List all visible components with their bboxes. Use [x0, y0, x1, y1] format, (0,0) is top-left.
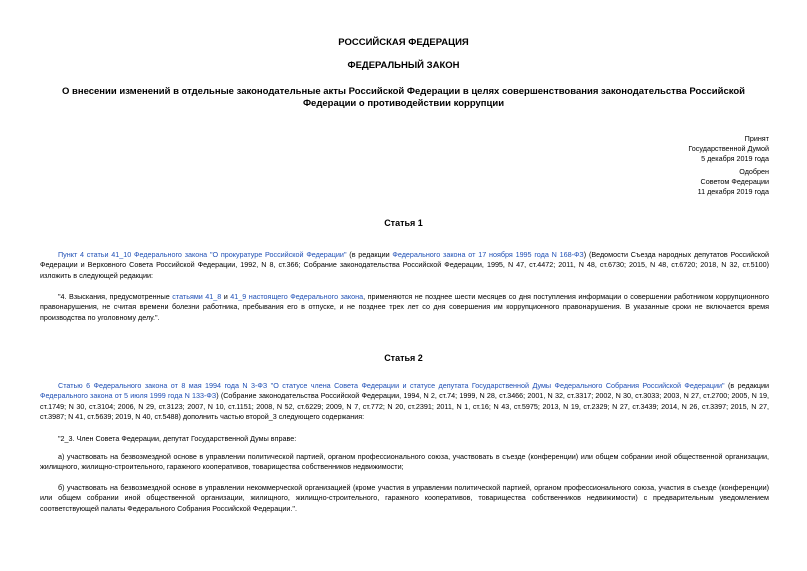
- article-2-paragraph-1: [40, 381, 769, 423]
- adopted-by: Государственной Думой: [688, 144, 769, 153]
- text-span: "4. Взыскания, предусмотренные: [58, 292, 173, 301]
- adoption-block: [569, 134, 769, 197]
- document-title: О внесении изменений в отдельные законодательные акты Российской Федерации в целях совершенствования законодательства Российской Федерации о противодействии коррупции: [61, 86, 746, 109]
- article-1-heading: Статья 1: [384, 218, 423, 228]
- article-1-paragraph-1: [40, 250, 769, 281]
- article-2-paragraph-2: "2_3. Член Совета Федерации, депутат Государственной Думы вправе:: [58, 434, 297, 443]
- law-link-status-law[interactable]: Статью 6 Федерального закона от 8 мая 1994 года N 3-ФЗ "О статусе члена Совета Федерации и статусе депутата Государственной Думы Федерального Собрания Российской Федерации": [58, 381, 725, 390]
- law-link-1999[interactable]: Федерального закона от 5 июля 1999 года N 133-ФЗ: [40, 391, 217, 401]
- adopted-label: Принят: [744, 134, 769, 143]
- text-span: (в редакции: [346, 250, 393, 259]
- article-1-paragraph-2: [40, 292, 769, 323]
- law-link-article-41-9[interactable]: 41_9 настоящего Федерального закона: [230, 292, 364, 301]
- text-span: ) (Собрание законодательства Российской Федерации, 1994, N 2, ст.74; 1999, N 28, ст.3466; 2001, N 32, ст.3317; 2002, N 30, ст.3033; 2003, N 27, ст.2700; 2005, N 19, ст.1749; N 30, ст.3104; 2006, N 29, ст.3123; 2007, N 10, ст.1151; 2008, N 52, ст.6229; 2009, N 7, ст.772; N 20, ст.2391; 2011, N 1, ст.16; N 43, ст.5975; 2013, N 19, ст.2329; N 27, ст.3439; 2014, N 26, ст.3397; 2015, N 27, ст.3987; N 41, ст.5639; 2019, N 40, ст.5488) дополнить частью второй_3 следующего содержания:: [40, 391, 769, 422]
- article-2-paragraph-4: б) участвовать на безвозмездной основе в управлении некоммерческой организацией (кроме участия в управлении политической партией, органом профессионального союза, участия в съезде (конференции) или общем собрании иной общественной организации, жилищного, жилищно-строительного, гаражного кооперативов, товарищества собственников недвижимости) с предварительным уведомлением соответствующей палаты Федерального Собрания Российской Федерации.".: [40, 483, 769, 513]
- text-span: , применяются не позднее шести месяцев со дня поступления информации о совершении работником коррупционного правонарушения, не считая времени болезни работника, пребывания его в отпуске, и не позднее трех лет со дня совершения им коррупционного правонарушения. В указанные сроки не включается время производства по уголовному делу.".: [40, 292, 769, 322]
- law-link-1995[interactable]: Федерального закона от 17 ноября 1995 года N 168-ФЗ: [392, 250, 584, 259]
- approved-by: Советом Федерации: [700, 177, 769, 186]
- law-link-article-41-8[interactable]: статьями 41_8: [172, 292, 222, 301]
- approved-date: 11 декабря 2019 года: [697, 187, 769, 196]
- country-heading: РОССИЙСКАЯ ФЕДЕРАЦИЯ: [338, 37, 469, 48]
- text-span: ) (Ведомости Съезда народных депутатов Российской Федерации и Верховного Совета Российской Федерации, 1992, N 8, ст.366; Собрание законодательства Российской Федерации, 1995, N 47, ст.4472; 2011, N 48, ст.6730; 2015, N 48, ст.6720; 2018, N 32, ст.5100) изложить в следующей редакции:: [40, 250, 769, 280]
- approved-label: Одобрен: [739, 167, 769, 176]
- document-type-heading: ФЕДЕРАЛЬНЫЙ ЗАКОН: [347, 60, 460, 71]
- adopted-date: 5 декабря 2019 года: [701, 154, 769, 163]
- article-2-heading: Статья 2: [384, 353, 423, 363]
- text-span: и: [221, 292, 231, 301]
- article-2-paragraph-3: а) участвовать на безвозмездной основе в управлении политической партией, органом профессионального союза, участвовать в съезде (конференции) или общем собрании иной общественной организации, жилищного, жилищно-строительного, гаражного кооперативов, товарищества собственников недвижимости;: [40, 452, 769, 472]
- law-link-prosecutor[interactable]: Пункт 4 статьи 41_10 Федерального закона "О прокуратуре Российской Федерации": [58, 250, 347, 259]
- text-span: (в редакции: [724, 381, 769, 390]
